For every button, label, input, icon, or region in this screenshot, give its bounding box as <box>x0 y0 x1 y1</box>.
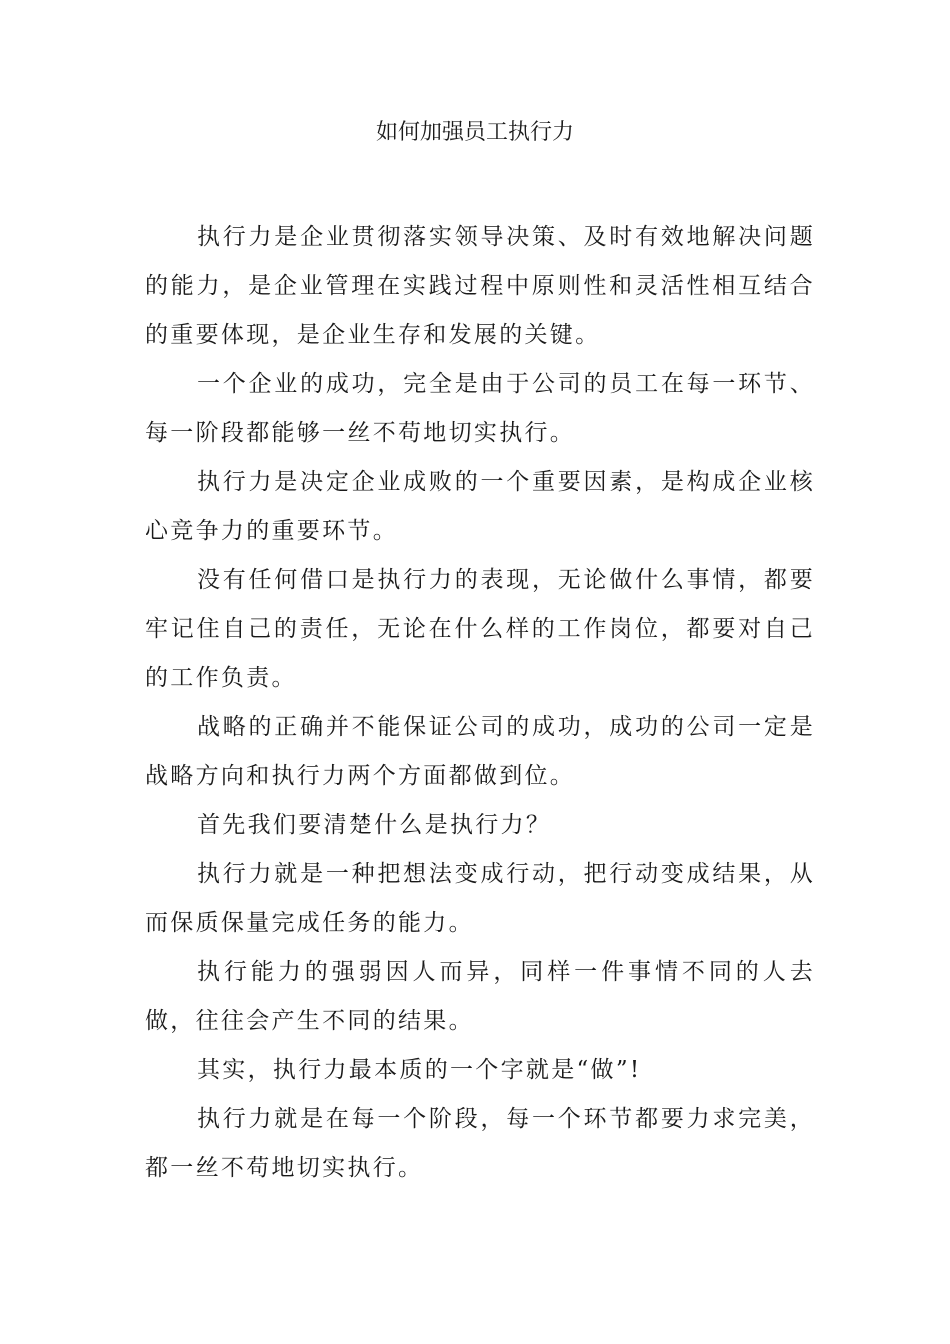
paragraph: 没有任何借口是执行力的表现，无论做什么事情，都要牢记住自己的责任，无论在什么样的工作岗位，都要对自己的工作负责。 <box>145 567 815 691</box>
paragraph: 首先我们要清楚什么是执行力？ <box>197 812 552 838</box>
paragraph: 执行力就是一种把想法变成行动，把行动变成结果，从而保质保量完成任务的能力。 <box>145 861 815 936</box>
paragraph: 其实，执行力最本质的一个字就是“做”! <box>197 1057 642 1083</box>
document-title: 如何加强员工执行力 <box>375 120 574 145</box>
document-body <box>145 213 815 1193</box>
paragraph: 执行力就是在每一个阶段，每一个环节都要力求完美，都一丝不苟地切实执行。 <box>145 1106 815 1181</box>
paragraph: 执行能力的强弱因人而异，同样一件事情不同的人去做，往往会产生不同的结果。 <box>145 959 815 1034</box>
paragraph: 战略的正确并不能保证公司的成功，成功的公司一定是战略方向和执行力两个方面都做到位。 <box>145 714 815 789</box>
paragraph: 一个企业的成功，完全是由于公司的员工在每一环节、每一阶段都能够一丝不苟地切实执行。 <box>145 371 815 446</box>
paragraph: 执行力是企业贯彻落实领导决策、及时有效地解决问题的能力，是企业管理在实践过程中原则性和灵活性相互结合的重要体现，是企业生存和发展的关键。 <box>145 224 815 348</box>
paragraph: 执行力是决定企业成败的一个重要因素，是构成企业核心竞争力的重要环节。 <box>145 469 815 544</box>
